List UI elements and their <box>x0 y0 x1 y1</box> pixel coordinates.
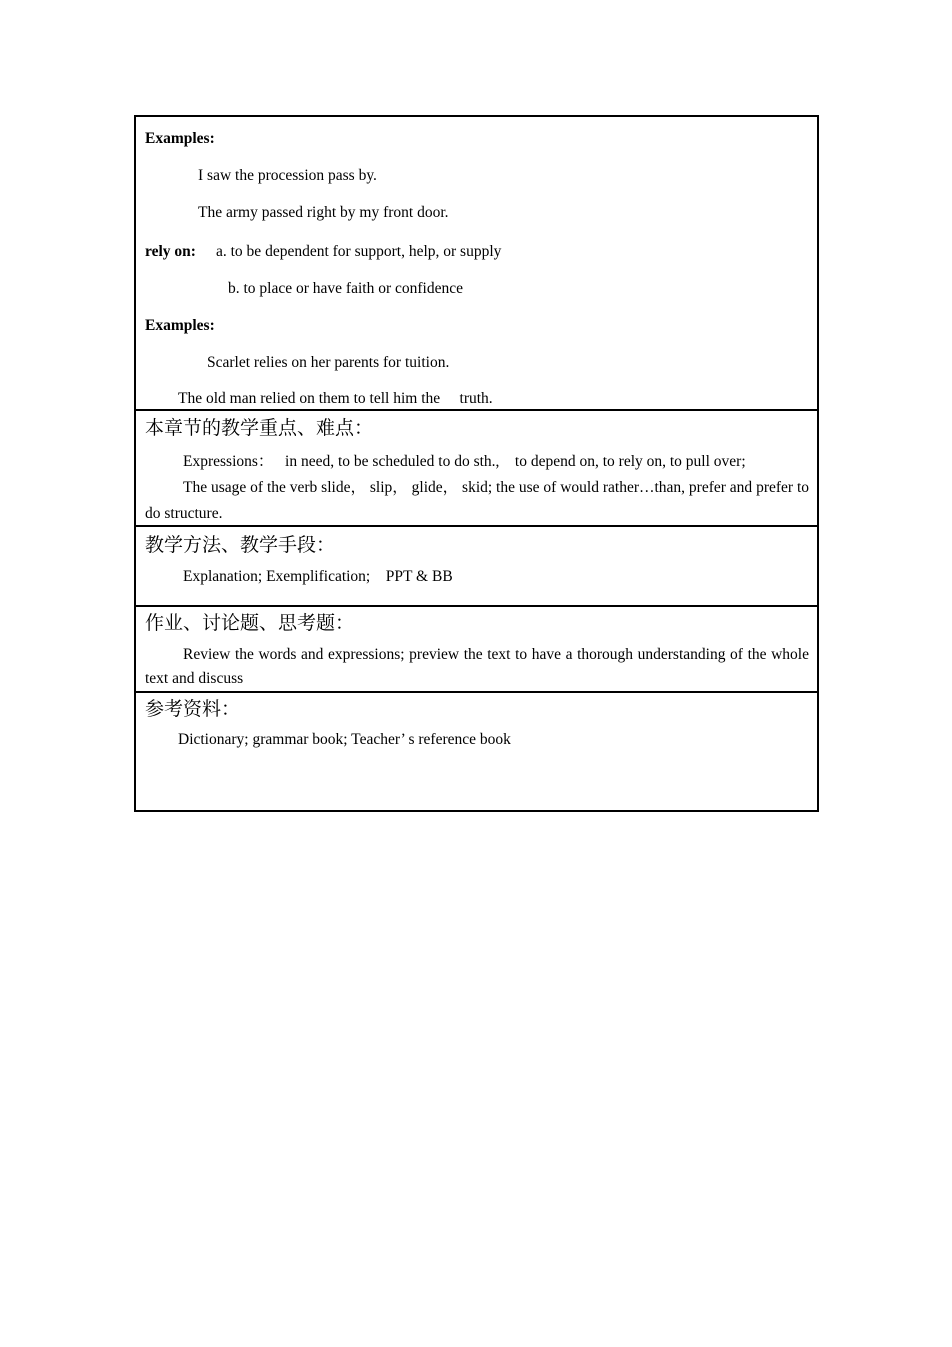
example-sentence: Scarlet relies on her parents for tuition. <box>207 354 450 371</box>
methods-text: Explanation; Exemplification; PPT & BB <box>183 568 453 585</box>
section-heading: 教学方法、教学手段： <box>145 534 336 556</box>
example-sentence: I saw the procession pass by. <box>198 167 377 184</box>
section-heading: 本章节的教学重点、难点： <box>145 417 374 439</box>
references-section <box>136 693 817 810</box>
references-text: Dictionary; grammar book; Teacher’ s reference book <box>178 731 511 748</box>
example-sentence: The army passed right by my front door. <box>198 204 449 221</box>
example-sentence: The old man relied on them to tell him the truth. <box>178 390 493 407</box>
teaching-methods-section <box>136 527 817 607</box>
usage-text: The usage of the verb slide， slip， glide， skid; the use of would rather…than, prefer and prefer to do structure. <box>145 479 809 522</box>
homework-section <box>136 607 817 693</box>
expressions-text: Expressions： in need, to be scheduled to do sth., to depend on, to rely on, to pull over; <box>183 453 746 470</box>
definition-a: a. to be dependent for support, help, or supply <box>216 243 502 260</box>
homework-text: Review the words and expressions; preview the text to have a thorough understanding of the whole text and discuss <box>145 646 809 687</box>
section-heading: 作业、讨论题、思考题： <box>145 612 355 634</box>
examples-label: Examples: <box>145 317 215 334</box>
lesson-plan-table <box>134 115 819 812</box>
definition-b: b. to place or have faith or confidence <box>228 280 463 297</box>
examples-label: Examples: <box>145 130 215 147</box>
section-heading: 参考资料： <box>145 698 241 720</box>
key-points-section <box>136 411 817 527</box>
vocabulary-examples-section <box>136 117 817 411</box>
term-rely-on: rely on: <box>145 243 196 260</box>
